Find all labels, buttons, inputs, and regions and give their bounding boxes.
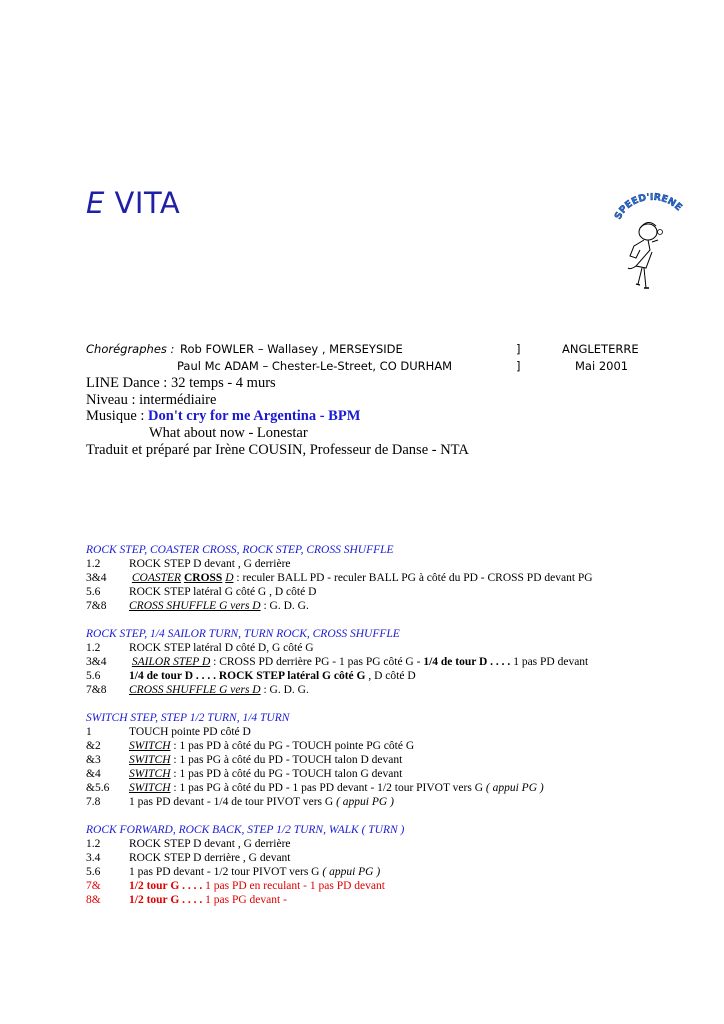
step-detail: 1 pas PG devant - xyxy=(202,894,287,906)
step-text xyxy=(129,782,544,794)
step-note: ( appui PG ) xyxy=(336,796,394,808)
step-count: &4 xyxy=(86,768,101,780)
step-text: ROCK STEP D derrière , G devant xyxy=(129,852,291,864)
step-turn: 1/2 tour G . . . . xyxy=(129,894,203,906)
step-text xyxy=(129,670,416,682)
svg-text:SPEED'IRENE: SPEED'IRENE xyxy=(612,191,685,222)
step-detail: : 1 pas PD à côté du PG - TOUCH talon G devant xyxy=(170,768,403,780)
step-name-bold: CROSS xyxy=(183,572,223,584)
step-count: &2 xyxy=(86,740,101,752)
step-turn: 1/4 de tour D . . . . ROCK STEP latéral G côté G xyxy=(129,670,366,682)
step-text: TOUCH pointe PD côté D xyxy=(129,726,251,738)
bracket-1: ] xyxy=(516,342,521,356)
step-detail: : 1 pas PG à côté du PD - TOUCH talon D devant xyxy=(170,754,403,766)
step-count: 3&4 xyxy=(86,656,107,668)
step-text: ROCK STEP D devant , G derrière xyxy=(129,558,291,570)
music-title: Don't cry for me Argentina - BPM xyxy=(148,408,361,424)
step-note: ( appui PG ) xyxy=(485,782,544,794)
step-count: 5.6 xyxy=(86,586,101,598)
step-text xyxy=(129,880,385,892)
step-text xyxy=(129,754,402,766)
step-name: CROSS SHUFFLE G vers D xyxy=(129,600,261,612)
step-detail-end: 1 pas PD devant xyxy=(510,656,589,668)
step-text xyxy=(129,768,402,780)
step-name: COASTER xyxy=(131,572,182,584)
bracket-2: ] xyxy=(516,359,521,373)
section-title: ROCK FORWARD, ROCK BACK, STEP 1/2 TURN, WALK ( TURN ) xyxy=(86,824,405,836)
step-count: 1 xyxy=(86,726,92,738)
title-letter-e: E xyxy=(86,186,105,220)
step-detail: 1 pas PD en reculant - 1 pas PD devant xyxy=(202,880,385,892)
step-name: SWITCH xyxy=(129,782,171,794)
step-text xyxy=(129,600,309,612)
step-text: ROCK STEP D devant , G derrière xyxy=(129,838,291,850)
music-info xyxy=(86,408,360,425)
step-detail: : reculer BALL PD - reculer BALL PG à côté du PD - CROSS PD devant PG xyxy=(233,572,593,584)
step-count: 1.2 xyxy=(86,642,101,654)
step-count: 7.8 xyxy=(86,796,101,808)
level-info: Niveau : intermédiaire xyxy=(86,392,217,408)
step-detail: : CROSS PD derrière PG - 1 pas PG côté G - xyxy=(210,656,424,668)
choreographer-1: Rob FOWLER – Wallasey , MERSEYSIDE xyxy=(180,342,403,356)
choreographer-2: Paul Mc ADAM – Chester-Le-Street, CO DURHAM xyxy=(177,359,453,373)
section-title: SWITCH STEP, STEP 1/2 TURN, 1/4 TURN xyxy=(86,712,290,724)
music-label: Musique : xyxy=(86,408,149,424)
step-direction: D xyxy=(225,572,234,584)
speed-irene-logo-icon xyxy=(606,184,690,292)
step-name: SWITCH xyxy=(129,768,171,780)
step-count: 1.2 xyxy=(86,838,101,850)
step-detail: : G. D. G. xyxy=(260,600,309,612)
step-text xyxy=(129,656,588,668)
title-word: VITA xyxy=(114,186,181,220)
section-title: ROCK STEP, 1/4 SAILOR TURN, TURN ROCK, CROSS SHUFFLE xyxy=(86,628,400,640)
choreographers-label: Chorégraphes : xyxy=(86,342,175,356)
step-detail: : G. D. G. xyxy=(260,684,309,696)
step-text xyxy=(129,894,287,906)
step-note: ( appui PG ) xyxy=(322,866,381,878)
step-name: SAILOR STEP D xyxy=(131,656,211,668)
step-detail: 1 pas PD devant - 1/2 tour PIVOT vers G xyxy=(129,866,323,878)
step-name: SWITCH xyxy=(129,740,171,752)
step-detail: : 1 pas PD à côté du PG - TOUCH pointe PG côté G xyxy=(170,740,415,752)
step-detail: , D côté D xyxy=(365,670,416,682)
page-title xyxy=(86,186,180,220)
translator-info: Traduit et préparé par Irène COUSIN, Professeur de Danse - NTA xyxy=(86,442,469,458)
step-count: &3 xyxy=(86,754,101,766)
step-text xyxy=(129,866,380,878)
country: ANGLETERRE xyxy=(562,342,639,356)
step-count: 7&8 xyxy=(86,684,107,696)
step-name: SWITCH xyxy=(129,754,171,766)
step-text xyxy=(129,796,394,808)
step-count: 3&4 xyxy=(86,572,107,584)
line-dance-info: LINE Dance : 32 temps - 4 murs xyxy=(86,375,276,391)
step-turn: 1/4 de tour D . . . . xyxy=(423,656,511,668)
step-text: ROCK STEP latéral D côté D, G côté G xyxy=(129,642,314,654)
step-name: CROSS SHUFFLE G vers D xyxy=(129,684,261,696)
step-count: 3.4 xyxy=(86,852,101,864)
step-count: 1.2 xyxy=(86,558,101,570)
step-count: 8& xyxy=(86,894,101,906)
step-text xyxy=(129,684,309,696)
music-alt: What about now - Lonestar xyxy=(149,425,308,441)
step-count: 5.6 xyxy=(86,866,101,878)
section-title: ROCK STEP, COASTER CROSS, ROCK STEP, CROSS SHUFFLE xyxy=(86,544,394,556)
step-text xyxy=(129,572,593,584)
step-count: 5.6 xyxy=(86,670,101,682)
step-detail: : 1 pas PG à côté du PD - 1 pas PD devant - 1/2 tour PIVOT vers G xyxy=(170,782,486,794)
step-count: &5.6 xyxy=(86,782,110,794)
step-text xyxy=(129,740,414,752)
step-text: ROCK STEP latéral G côté G , D côté D xyxy=(129,586,317,598)
step-count: 7& xyxy=(86,880,101,892)
step-count: 7&8 xyxy=(86,600,107,612)
date: Mai 2001 xyxy=(575,359,629,373)
step-detail: 1 pas PD devant - 1/4 de tour PIVOT vers G xyxy=(129,796,337,808)
step-turn: 1/2 tour G . . . . xyxy=(129,880,203,892)
